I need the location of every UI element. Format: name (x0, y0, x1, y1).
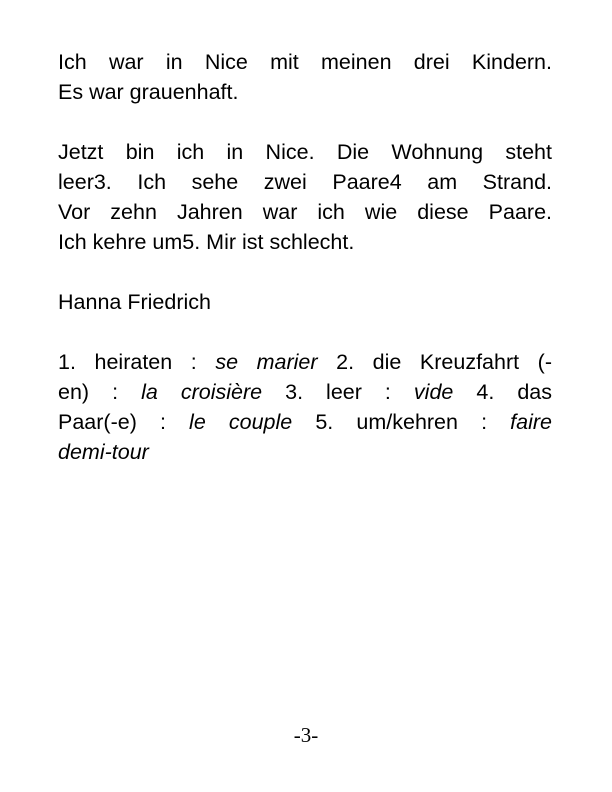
page-body (58, 47, 552, 467)
page-number: -3- (293, 723, 319, 747)
glossary-term: Paar(-e) : (58, 410, 190, 434)
glossary-term: 4. das (453, 380, 553, 404)
glossary-translation: vide (413, 380, 454, 404)
glossary-term: 1. heiraten : (58, 350, 216, 374)
glossary-line (58, 347, 552, 377)
glossary-term: en) : (58, 380, 142, 404)
glossary-translation: demi-tour (58, 440, 149, 464)
glossary-line (58, 437, 552, 467)
text-line: Ich war in Nice mit meinen drei Kindern. (58, 50, 552, 74)
glossary-line (58, 377, 552, 407)
text-line: Es war grauenhaft. (58, 80, 239, 104)
glossary-term: 5. um/kehren : (292, 410, 511, 434)
text-line: Ich kehre um5. Mir ist schlecht. (58, 230, 355, 254)
glossary-translation: faire (510, 410, 552, 434)
text-line: Vor zehn Jahren war ich wie diese Paare. (58, 200, 552, 224)
text-line: Jetzt bin ich in Nice. Die Wohnung steht (58, 140, 552, 164)
glossary-term: 3. leer : (262, 380, 414, 404)
glossary-translation: la croisière (141, 380, 263, 404)
paragraph-2 (58, 137, 552, 257)
glossary-term: 2. die Kreuzfahrt (- (317, 350, 552, 374)
glossary-translation: le couple (189, 410, 293, 434)
text-line: leer3. Ich sehe zwei Paare4 am Strand. (58, 170, 552, 194)
glossary-line (58, 407, 552, 437)
glossary (58, 347, 552, 467)
signature-name: Hanna Friedrich (58, 290, 211, 314)
glossary-translation: se marier (215, 350, 318, 374)
paragraph-1 (58, 47, 552, 107)
signature (58, 287, 552, 317)
